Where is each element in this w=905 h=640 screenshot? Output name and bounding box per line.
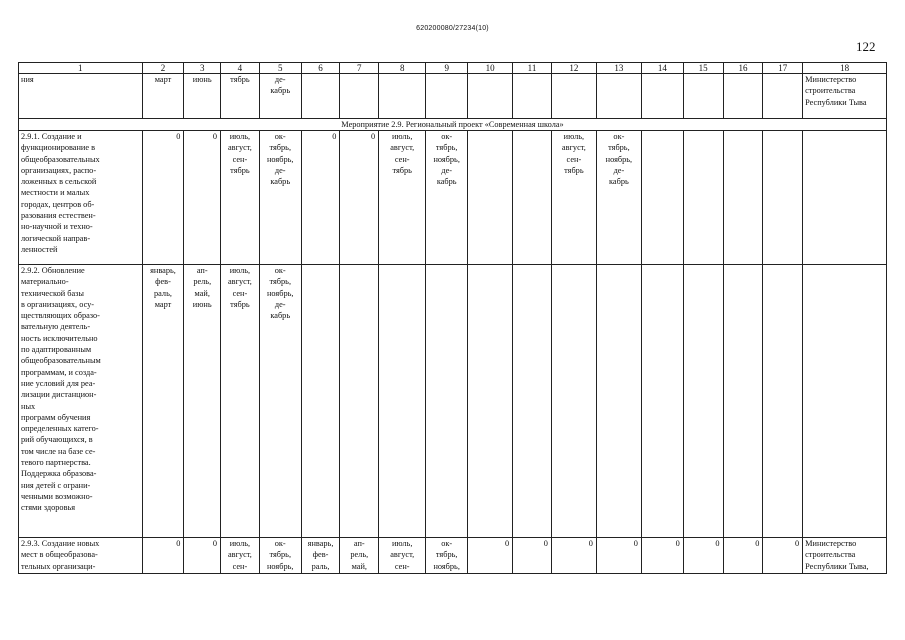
page-number: 122 (856, 39, 876, 54)
col-number: 17 (763, 63, 803, 74)
document-code: 620200080/27234(10) (416, 25, 489, 32)
cell-text: ок- тябрь, ноябрь, (426, 538, 468, 574)
table-row (19, 74, 887, 119)
cell-text: 0 (683, 538, 723, 574)
table-row (19, 538, 887, 574)
column-numbers-row (19, 63, 887, 74)
cell-text: 0 (184, 538, 221, 574)
cell-text: 2.9.1. Создание и функционирование в общеобразовательных организациях, распо- ложенных в сельской местности и малых городах, центров об- разования естествен- но-научной и техно- логической направ- ленностей (19, 131, 143, 265)
cell-text: июль, август, сен- тябрь (221, 265, 260, 538)
col-number: 11 (513, 63, 552, 74)
cell-text: 0 (551, 538, 596, 574)
col-number: 14 (641, 63, 683, 74)
col-number: 2 (142, 63, 184, 74)
col-number: 9 (426, 63, 468, 74)
cell-text: ок- тябрь, ноябрь, де- кабрь (259, 265, 301, 538)
col-number: 5 (259, 63, 301, 74)
cell-text: ок- тябрь, ноябрь, де- кабрь (426, 131, 468, 265)
cell-text: июль, август, сен- тябрь (379, 131, 426, 265)
cell-text: ок- тябрь, ноябрь, (259, 538, 301, 574)
cell-text: ок- тябрь, ноябрь, де- кабрь (596, 131, 641, 265)
col-number: 4 (221, 63, 260, 74)
cell-text: ния (19, 74, 143, 119)
cell-text: 2.9.3. Создание новых мест в общеобразова- тельных организаци- (19, 538, 143, 574)
table-row (19, 131, 887, 265)
col-number: 1 (19, 63, 143, 74)
cell-text: 0 (184, 131, 221, 265)
col-number: 18 (803, 63, 887, 74)
col-number: 6 (301, 63, 340, 74)
event-row (19, 119, 887, 131)
cell-text: де- кабрь (259, 74, 301, 119)
cell-text: июль, август, сен- тябрь (551, 131, 596, 265)
cell-text: 0 (513, 538, 552, 574)
col-number: 12 (551, 63, 596, 74)
col-number: 3 (184, 63, 221, 74)
col-number: 8 (379, 63, 426, 74)
cell-text: 0 (596, 538, 641, 574)
col-number: 15 (683, 63, 723, 74)
col-number: 13 (596, 63, 641, 74)
cell-text: 0 (142, 131, 184, 265)
cell-text: 0 (340, 131, 379, 265)
cell-text: июль, август, сен- (379, 538, 426, 574)
cell-text: ап- рель, май, (340, 538, 379, 574)
cell-text: 0 (641, 538, 683, 574)
table-row (19, 265, 887, 538)
cell-text: 0 (142, 538, 184, 574)
cell-text: 0 (763, 538, 803, 574)
cell-text: июль, август, сен- тябрь (221, 131, 260, 265)
cell-text: 0 (468, 538, 513, 574)
cell-text: Министерство строительства Республики Тыва (803, 74, 887, 119)
cell-text: Министерство строительства Республики Тыва, (803, 538, 887, 574)
cell-text: июнь (184, 74, 221, 119)
cell-text: тябрь (221, 74, 260, 119)
cell-text: март (142, 74, 184, 119)
cell-text: 0 (301, 131, 340, 265)
cell-text: 0 (723, 538, 763, 574)
cell-text: январь, фев- раль, март (142, 265, 184, 538)
cell-text: 2.9.2. Обновление материально- технической базы в организациях, осу- ществляющих образо- вательную деятель- ность исключительно по адаптированным общеобразовательным программам, и созда- ние условий для реа- лизации дистанцион- ных программ обучения определенных катего- рий обучающихся, в том числе на базе се- тевого партнерства. Поддержка образова- ния детей с ограни- ченными возможно- стями здоровья (19, 265, 143, 538)
cell-text: январь, фев- раль, (301, 538, 340, 574)
schedule-table (18, 62, 887, 574)
event-title: Мероприятие 2.9. Региональный проект «Современная школа» (19, 119, 887, 131)
col-number: 16 (723, 63, 763, 74)
col-number: 10 (468, 63, 513, 74)
cell-text: ок- тябрь, ноябрь, де- кабрь (259, 131, 301, 265)
cell-text: июль, август, сен- (221, 538, 260, 574)
cell-text: ап- рель, май, июнь (184, 265, 221, 538)
col-number: 7 (340, 63, 379, 74)
